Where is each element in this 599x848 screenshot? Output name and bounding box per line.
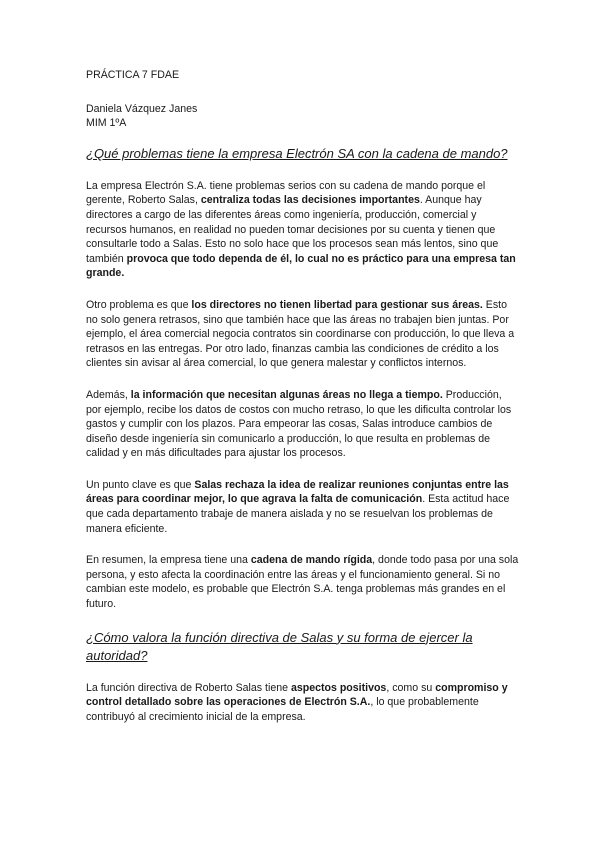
- bold-text-run: provoca que todo dependa de él, lo cual no es práctico para una empresa tan grande.: [86, 252, 516, 280]
- body-paragraph: [86, 478, 519, 536]
- bold-text-run: Salas rechaza la idea de realizar reuniones conjuntas entre las áreas para coordinar mejor, lo que agrava la falta de comunicación: [86, 478, 509, 506]
- body-paragraph: [86, 388, 519, 461]
- bold-text-run: la información que necesitan algunas áreas no llega a tiempo.: [130, 388, 443, 401]
- body-paragraph: [86, 179, 519, 281]
- author-group: MIM 1ºA: [86, 117, 127, 130]
- text-run: Además,: [86, 388, 131, 401]
- section-heading: ¿Cómo valora la función directiva de Salas y su forma de ejercer la autoridad?: [86, 629, 473, 663]
- text-run: Otro problema es que: [86, 298, 192, 311]
- document-body: [86, 145, 519, 725]
- text-run: , lo que probablemente contribuyó al crecimiento inicial de la empresa.: [86, 696, 479, 723]
- text-run: . Esta actitud hace que cada departamento trabaje de manera aislada y no se resuelvan los problemas de manera eficiente.: [86, 493, 510, 535]
- text-run: . Aunque hay directores a cargo de las diferentes áreas como ingeniería, producción, comercial y recursos humanos, en realidad no pueden tomar decisiones por su cuenta y tienen que consultarle todo a Salas. Esto no solo hace que los procesos sean más lentos, sino que también: [86, 194, 499, 265]
- text-run: La función directiva de Roberto Salas tiene: [86, 681, 291, 694]
- text-run: , como su: [386, 681, 436, 694]
- bold-text-run: aspectos positivos: [290, 681, 387, 694]
- text-run: Producción, por ejemplo, recibe los datos de costos con mucho retraso, lo que les dificulta controlar los gastos y cumplir con los plazos. Para empeorar las cosas, Salas introduce cambios de diseño desde ingeniería sin comunicarlo a producción, lo que resulta en problemas de calidad y en más dificultades para ajustar los procesos.: [86, 388, 512, 460]
- bold-text-run: cadena de mando rígida: [250, 554, 373, 567]
- bold-text-run: los directores no tienen libertad para gestionar sus áreas.: [191, 298, 483, 311]
- text-run: , donde todo pasa por una sola persona, y esto afecta la coordinación entre las áreas y el funcionamiento general. Si no cambian este modelo, es probable que Electrón S.A. tenga problemas más grandes en el futuro.: [86, 554, 519, 611]
- body-paragraph: [86, 681, 519, 725]
- author-name: Daniela Vázquez Janes: [86, 102, 198, 115]
- text-run: Esto no solo genera retrasos, sino que también hace que las áreas no trabajen bien juntas. Por ejemplo, el área comercial negocia contratos sin coordinarse con producción, lo que lleva a retrasos en las entregas. Por otro lado, finanzas cambia las condiciones de crédito a los clientes sin avisar al área comercial, lo que genera malestar y conflictos internos.: [86, 298, 515, 370]
- bold-text-run: compromiso y control detallado sobre las operaciones de Electrón S.A.: [86, 681, 508, 709]
- text-run: Un punto clave es que: [86, 478, 195, 491]
- text-run: En resumen, la empresa tiene una: [86, 554, 251, 567]
- section-heading: ¿Qué problemas tiene la empresa Electrón SA con la cadena de mando?: [86, 145, 508, 161]
- body-paragraph: [86, 553, 519, 611]
- bold-text-run: centraliza todas las decisiones importantes: [200, 194, 420, 207]
- document-title: PRÁCTICA 7 FDAE: [86, 69, 180, 81]
- text-run: La empresa Electrón S.A. tiene problemas serios con su cadena de mando porque el gerente, Roberto Salas,: [86, 179, 486, 207]
- body-paragraph: [86, 298, 519, 371]
